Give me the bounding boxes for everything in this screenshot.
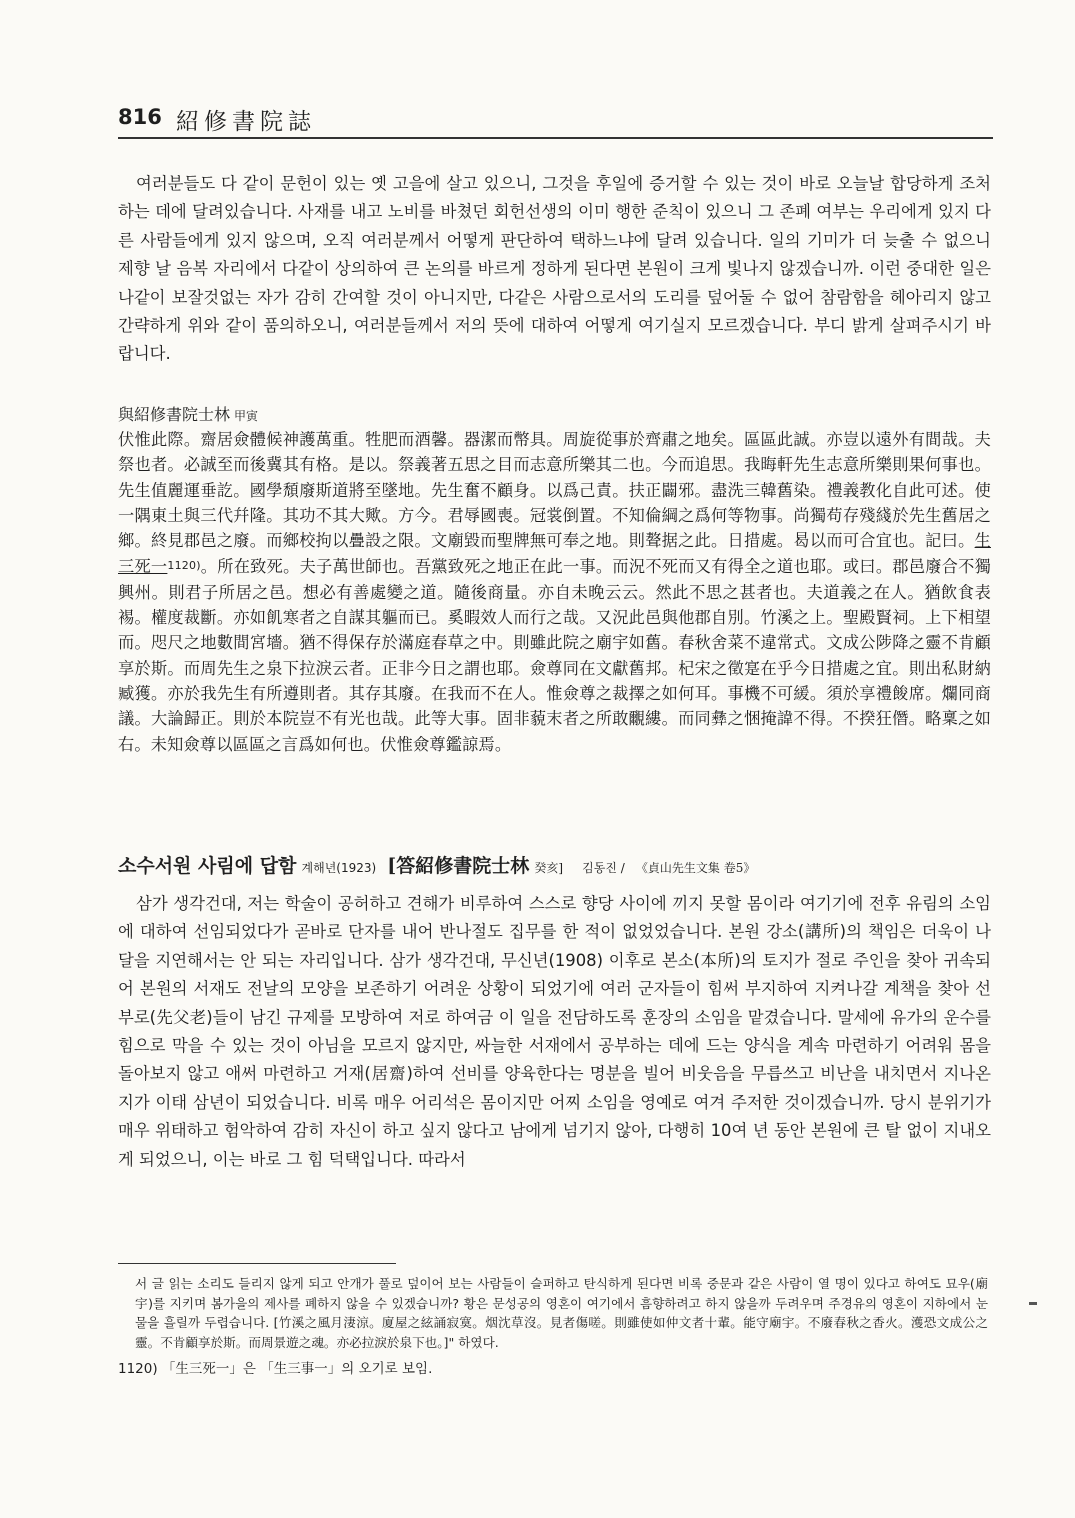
letter-year-tag: 甲寅 xyxy=(234,409,259,423)
intro-paragraph: 여러분들도 다 같이 문헌이 있는 옛 고을에 살고 있으니, 그것을 후일에 증거할 수 있는 것이 바로 오늘날 합당하게 조처하는 데에 달려있습니다. 사재를 내고 노비를 바쳤던 회헌선생의 이미 행한 준칙이 있으니 그 존폐 여부는 우리에게 있지 다른 사람들에게 있지 않으며, 오직 여러분께서 어떻게 판단하여 택하느냐에 달려 있습니다. 일의 기미가 더 늦출 수 없으니 제향 날 음복 자리에서 다같이 상의하여 큰 논의를 바르게 정하게 된다면 본원이 크게 빛나지 않겠습니까. 이런 중대한 일은 나같이 보잘것없는 자가 감히 간여할 것이 아니지만, 다같은 사람으로서의 도리를 덮어둘 수 없어 참람함을 헤아리지 않고 간략하게 위와 같이 품의하오니, 여러분들께서 저의 뜻에 대하여 어떻게 여기실지 모르겠습니다. 부디 밝게 살펴주시기 바랍니다. xyxy=(118,174,991,364)
footnote-marker-1120[interactable]: 1120) xyxy=(167,559,201,573)
letter-text-part-1: 伏惟此際。齋居僉體候神護萬重。牲肥而酒馨。器潔而幣具。周旋從事於齊肅之地矣。區區此誠。亦豈以遠外有間哉。夫祭也者。必誠至而後冀其有格。是以。祭義著五思之目而志意所樂其二也。今而追思。我晦軒先生志意所樂則果何事也。先生值麗運垂訖。國學頹廢斯道將至墜地。先生奮不顧身。以爲己責。扶正闢邪。盡洗三韓舊染。禮義教化自此可述。使一隅東土與三代幷隆。其功不其大歟。方今。君辱國喪。冠裳倒置。不知倫綱之爲何等物事。尚獨苟存殘綫於先生舊居之鄉。終見郡邑之廢。而鄉校拘以疊設之限。文廟毀而聖牌無可奉之地。則聱据之此。日措處。曷以而可合宜也。記曰。 xyxy=(118,430,991,551)
letter-title: 與紹修書院士林 xyxy=(118,405,231,424)
book-title: 紹修書院誌 xyxy=(176,109,316,135)
section-source: 《貞山先生文集 卷5》 xyxy=(635,861,756,875)
letter-text-part-2: 。所在致死。夫子萬世師也。吾黨致死之地正在此一事。而況不死而又有得全之道也耶。或曰。郡邑廢合不獨興州。則君子所居之邑。想必有善處變之道。隨後商量。亦自未晚云云。然此不思之甚者也。夫道義之在人。猶飲食表裼。權度裁斷。亦如飢寒者之自謀其軀而已。奚暇效人而行之哉。又況此邑與他郡自別。竹溪之上。聖殿賢祠。上下相望而。咫尺之地數間宮墻。猶不得保存於滿庭春草之中。則雖此院之廟宇如舊。春秋舍菜不違常式。文成公陟降之靈不肯顧享於斯。而周先生之泉下拉淚云者。正非今日之謂也耶。僉尊同在文獻舊邦。杞宋之徵寔在乎今日措處之宜。則出私財納臧獲。亦於我先生有所遵則者。其存其廢。在我而不在人。惟僉尊之裁擇之如何耳。事機不可緩。須於享禮餕席。爛同商議。大論歸正。則於本院豈不有光也哉。此等大事。固非藐末者之所敢覼縷。而同彝之悃掩諱不得。不揆狂僭。略稟之如右。未知僉尊以區區之言爲如何也。伏惟僉尊鑑諒焉。 xyxy=(118,557,991,754)
letter-heading xyxy=(118,402,258,425)
footnote-divider xyxy=(118,1263,396,1264)
section-title-ko: 소수서원 사림에 답함 xyxy=(118,855,297,877)
letter-body xyxy=(118,427,991,757)
underlined-phrase: 生三死一 xyxy=(118,531,991,577)
footnote-continued: 서 글 읽는 소리도 들리지 않게 되고 안개가 풀로 덮이어 보는 사람들이 슬퍼하고 탄식하게 된다면 비록 중문과 같은 사람이 열 명이 있다고 하여도 묘우(廟宇)를 지키며 봄가을의 제사를 폐하지 않을 수 있겠습니까? 황은 문성공의 영혼이 여기에서 흠향하려고 하지 않을까 두려우며 주경유의 영혼이 지하에서 눈물을 흘릴까 두렵습니다. [竹溪之風月淒涼。廈屋之絃誦寂寞。烟沈草沒。見者傷嗟。則雖使如仲文者十輩。能守廟宇。不廢春秋之香火。濩恐文成公之靈。不肯顧享於斯。而周景遊之魂。亦必拉淚於泉下也。]" 하였다. xyxy=(135,1276,988,1350)
scan-mark xyxy=(1029,1302,1037,1305)
running-header xyxy=(118,103,993,139)
page-number: 816 xyxy=(118,105,162,129)
footnote-1120: 1120) 「生三死一」은 「生三事一」의 오기로 보임. xyxy=(118,1361,433,1377)
section-author: 김동진 / xyxy=(582,861,625,875)
body-paragraph: 삼가 생각건대, 저는 학술이 공허하고 견해가 비루하여 스스로 향당 사이에 끼지 못할 몸이라 여기기에 전후 유림의 소임에 대하여 선임되었다가 곧바로 단자를 내어 반나절도 집무를 한 적이 없었었습니다. 본원 강소(講所)의 책임은 더욱이 나달을 지연해서는 안 되는 자리입니다. 삼가 생각건대, 무신년(1908) 이후로 본소(本所)의 토지가 절로 주인을 찾아 귀속되어 본원의 서재도 전날의 모양을 보존하기 어려운 상황이 되었기에 여러 군자들이 힘써 부지하여 지켜나갈 계책을 찾아 선부로(先父老)들이 남긴 규제를 모방하여 저로 하여금 이 일을 전담하도록 훈장의 소임을 맡겼습니다. 말세에 유가의 운수를 힘으로 막을 수 있는 것이 아님을 모르지 않지만, 싸늘한 서재에서 공부하는 데에 드는 양식을 계속 마련하기 어려워 몸을 돌아보지 않고 애써 마련하고 거재(居齋)하여 선비를 양육한다는 명분을 빌어 비웃음을 무릅쓰고 비난을 내치면서 지나온 지가 이태 삼년이 되었습니다. 비록 매우 어리석은 몸이지만 어찌 소임을 영예로 여겨 주저한 것이겠습니까. 당시 분위기가 매우 위태하고 험악하여 감히 자신이 하고 싶지 않다고 남에게 넘기지 않아, 다행히 10여 년 동안 본원에 큰 탈 없이 지내오게 되었으니, 이는 바로 그 힘 덕택입니다. 따라서 xyxy=(118,894,991,1169)
section-year-ko: 계해년(1923) xyxy=(301,861,377,875)
section-title-han: [答紹修書院士林 xyxy=(387,855,530,877)
section-heading xyxy=(118,851,998,878)
section-year-han: 癸亥] xyxy=(534,861,564,875)
